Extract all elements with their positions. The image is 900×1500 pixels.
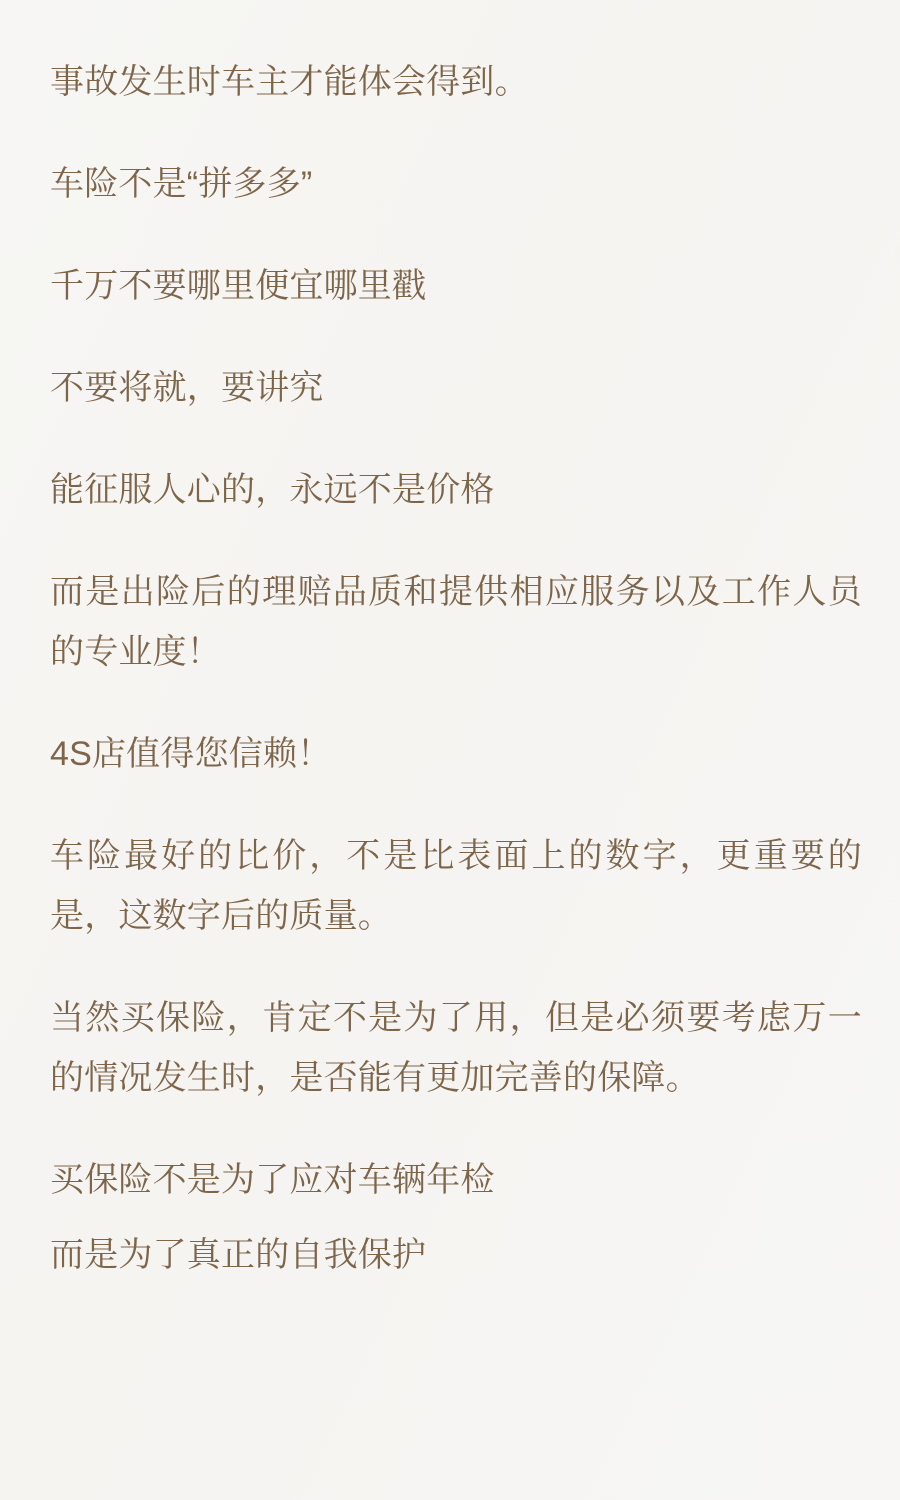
paragraph-1: 事故发生时车主才能体会得到。 [50, 63, 529, 101]
paragraph-3: 千万不要哪里便宜哪里戳 [50, 267, 427, 305]
paragraph-2: 车险不是“拼多多” [50, 165, 313, 203]
paragraph-11: 而是为了真正的自我保护 [50, 1236, 427, 1274]
paragraph-10: 买保险不是为了应对车辆年检 [50, 1161, 495, 1199]
paragraph-7: 4S店值得您信赖！ [50, 735, 332, 773]
paragraph-8: 车险最好的比价，不是比表面上的数字，更重要的是，这数字后的质量。 [50, 837, 862, 935]
paragraph-9: 当然买保险，肯定不是为了用，但是必须要考虑万一的情况发生时，是否能有更加完善的保障。 [50, 999, 862, 1097]
paragraph-6: 而是出险后的理赔品质和提供相应服务以及工作人员的专业度！ [50, 573, 862, 671]
paragraph-4: 不要将就，要讲究 [50, 369, 324, 407]
paragraph-5: 能征服人心的，永远不是价格 [50, 471, 495, 509]
